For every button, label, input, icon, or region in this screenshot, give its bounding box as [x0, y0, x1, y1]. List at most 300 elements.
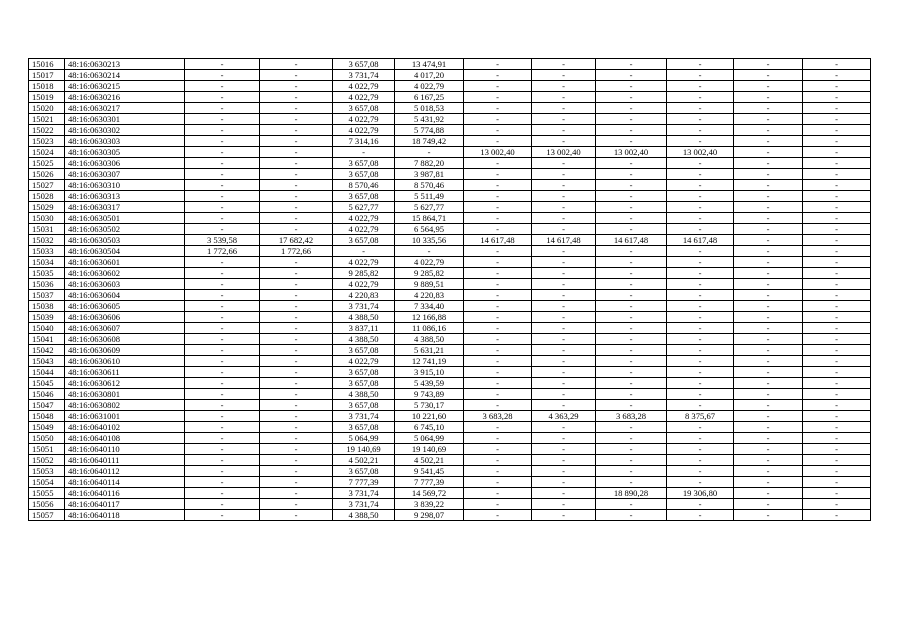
- value-cell: -: [185, 81, 260, 92]
- table-row: [29, 136, 871, 147]
- cadastral-number-cell: 48:16:0630214: [65, 70, 185, 81]
- value-cell: 19 306,80: [667, 488, 734, 499]
- value-cell: -: [532, 92, 596, 103]
- value-cell: -: [667, 400, 734, 411]
- cadastral-number-cell: 48:16:0640108: [65, 433, 185, 444]
- value-cell: -: [532, 422, 596, 433]
- value-cell: -: [734, 422, 803, 433]
- row-number-cell: 15047: [29, 400, 65, 411]
- value-cell: -: [532, 257, 596, 268]
- value-cell: -: [532, 367, 596, 378]
- value-cell: -: [464, 136, 532, 147]
- value-cell: -: [464, 290, 532, 301]
- value-cell: -: [803, 70, 871, 81]
- table-row: [29, 455, 871, 466]
- value-cell: -: [734, 477, 803, 488]
- table-row: [29, 279, 871, 290]
- value-cell: -: [464, 433, 532, 444]
- value-cell: -: [260, 92, 333, 103]
- value-cell: -: [596, 301, 667, 312]
- value-cell: -: [185, 400, 260, 411]
- value-cell: -: [803, 312, 871, 323]
- value-cell: -: [464, 323, 532, 334]
- value-cell: -: [803, 147, 871, 158]
- value-cell: -: [734, 180, 803, 191]
- value-cell: -: [734, 400, 803, 411]
- table-row: [29, 367, 871, 378]
- value-cell: 4 022,79: [333, 257, 395, 268]
- value-cell: 8 375,67: [667, 411, 734, 422]
- value-cell: -: [734, 301, 803, 312]
- value-cell: -: [596, 92, 667, 103]
- value-cell: -: [734, 246, 803, 257]
- row-number-cell: 15042: [29, 345, 65, 356]
- cadastral-number-cell: 48:16:0630502: [65, 224, 185, 235]
- value-cell: -: [260, 213, 333, 224]
- table-row: [29, 213, 871, 224]
- value-cell: -: [596, 433, 667, 444]
- row-number-cell: 15048: [29, 411, 65, 422]
- value-cell: -: [803, 323, 871, 334]
- value-cell: -: [596, 158, 667, 169]
- value-cell: -: [464, 279, 532, 290]
- value-cell: 13 002,40: [596, 147, 667, 158]
- table-row: [29, 70, 871, 81]
- value-cell: -: [803, 466, 871, 477]
- cadastral-values-table: [28, 58, 871, 521]
- value-cell: -: [260, 411, 333, 422]
- cadastral-number-cell: 48:16:0640110: [65, 444, 185, 455]
- value-cell: -: [532, 455, 596, 466]
- cadastral-number-cell: 48:16:0630317: [65, 202, 185, 213]
- row-number-cell: 15054: [29, 477, 65, 488]
- value-cell: 3 837,11: [333, 323, 395, 334]
- row-number-cell: 15020: [29, 103, 65, 114]
- value-cell: -: [260, 103, 333, 114]
- value-cell: -: [260, 279, 333, 290]
- value-cell: 10 335,56: [395, 235, 464, 246]
- table-row: [29, 334, 871, 345]
- row-number-cell: 15026: [29, 169, 65, 180]
- value-cell: -: [185, 268, 260, 279]
- value-cell: -: [803, 378, 871, 389]
- value-cell: -: [596, 466, 667, 477]
- value-cell: -: [734, 411, 803, 422]
- value-cell: 14 617,48: [596, 235, 667, 246]
- value-cell: -: [532, 334, 596, 345]
- value-cell: -: [667, 356, 734, 367]
- value-cell: -: [333, 246, 395, 257]
- value-cell: 5 064,99: [395, 433, 464, 444]
- value-cell: -: [667, 312, 734, 323]
- value-cell: -: [596, 81, 667, 92]
- value-cell: -: [464, 499, 532, 510]
- value-cell: -: [464, 356, 532, 367]
- value-cell: 3 657,08: [333, 422, 395, 433]
- value-cell: 7 882,20: [395, 158, 464, 169]
- value-cell: -: [185, 466, 260, 477]
- value-cell: -: [260, 367, 333, 378]
- value-cell: 5 627,77: [333, 202, 395, 213]
- value-cell: -: [734, 257, 803, 268]
- value-cell: -: [803, 125, 871, 136]
- value-cell: -: [395, 246, 464, 257]
- value-cell: -: [464, 477, 532, 488]
- cadastral-number-cell: 48:16:0630603: [65, 279, 185, 290]
- value-cell: -: [464, 345, 532, 356]
- value-cell: -: [185, 356, 260, 367]
- value-cell: 13 002,40: [532, 147, 596, 158]
- value-cell: -: [803, 422, 871, 433]
- row-number-cell: 15051: [29, 444, 65, 455]
- value-cell: -: [667, 334, 734, 345]
- row-number-cell: 15040: [29, 323, 65, 334]
- table-row: [29, 499, 871, 510]
- value-cell: -: [734, 235, 803, 246]
- value-cell: -: [464, 114, 532, 125]
- value-cell: -: [803, 202, 871, 213]
- value-cell: 3 987,81: [395, 169, 464, 180]
- value-cell: -: [734, 290, 803, 301]
- value-cell: -: [667, 202, 734, 213]
- value-cell: -: [464, 301, 532, 312]
- value-cell: 5 431,92: [395, 114, 464, 125]
- table-row: [29, 92, 871, 103]
- value-cell: -: [803, 191, 871, 202]
- value-cell: -: [532, 290, 596, 301]
- row-number-cell: 15017: [29, 70, 65, 81]
- value-cell: -: [667, 477, 734, 488]
- value-cell: -: [532, 202, 596, 213]
- value-cell: 3 657,08: [333, 367, 395, 378]
- value-cell: -: [667, 444, 734, 455]
- value-cell: -: [803, 356, 871, 367]
- value-cell: -: [596, 378, 667, 389]
- value-cell: -: [803, 268, 871, 279]
- value-cell: -: [464, 389, 532, 400]
- value-cell: -: [395, 147, 464, 158]
- table-row: [29, 169, 871, 180]
- cadastral-number-cell: 48:16:0630802: [65, 400, 185, 411]
- value-cell: -: [667, 378, 734, 389]
- value-cell: -: [464, 169, 532, 180]
- value-cell: -: [185, 125, 260, 136]
- value-cell: -: [464, 92, 532, 103]
- row-number-cell: 15043: [29, 356, 65, 367]
- value-cell: 5 774,88: [395, 125, 464, 136]
- value-cell: 4 022,79: [395, 81, 464, 92]
- value-cell: -: [464, 213, 532, 224]
- value-cell: 3 731,74: [333, 488, 395, 499]
- value-cell: 3 657,08: [333, 191, 395, 202]
- value-cell: 5 064,99: [333, 433, 395, 444]
- value-cell: -: [803, 257, 871, 268]
- value-cell: -: [667, 125, 734, 136]
- value-cell: -: [464, 81, 532, 92]
- value-cell: -: [734, 323, 803, 334]
- value-cell: -: [532, 224, 596, 235]
- row-number-cell: 15055: [29, 488, 65, 499]
- value-cell: -: [667, 389, 734, 400]
- cadastral-number-cell: 48:16:0640114: [65, 477, 185, 488]
- value-cell: 5 018,53: [395, 103, 464, 114]
- cadastral-number-cell: 48:16:0630606: [65, 312, 185, 323]
- value-cell: -: [803, 499, 871, 510]
- row-number-cell: 15050: [29, 433, 65, 444]
- cadastral-number-cell: 48:16:0630217: [65, 103, 185, 114]
- value-cell: -: [532, 268, 596, 279]
- value-cell: -: [596, 191, 667, 202]
- value-cell: -: [532, 169, 596, 180]
- value-cell: -: [260, 455, 333, 466]
- value-cell: -: [260, 191, 333, 202]
- value-cell: -: [734, 136, 803, 147]
- row-number-cell: 15041: [29, 334, 65, 345]
- value-cell: -: [532, 246, 596, 257]
- row-number-cell: 15046: [29, 389, 65, 400]
- table-row: [29, 290, 871, 301]
- value-cell: -: [532, 323, 596, 334]
- cadastral-number-cell: 48:16:0630303: [65, 136, 185, 147]
- value-cell: 4 017,20: [395, 70, 464, 81]
- cadastral-number-cell: 48:16:0630611: [65, 367, 185, 378]
- value-cell: -: [734, 466, 803, 477]
- value-cell: -: [532, 191, 596, 202]
- value-cell: 3 657,08: [333, 466, 395, 477]
- value-cell: -: [667, 92, 734, 103]
- value-cell: 5 730,17: [395, 400, 464, 411]
- row-number-cell: 15045: [29, 378, 65, 389]
- document-page: [28, 58, 871, 521]
- value-cell: -: [464, 125, 532, 136]
- value-cell: -: [596, 389, 667, 400]
- value-cell: -: [532, 136, 596, 147]
- table-row: [29, 466, 871, 477]
- value-cell: 3 657,08: [333, 235, 395, 246]
- value-cell: 4 220,83: [395, 290, 464, 301]
- cadastral-number-cell: 48:16:0630605: [65, 301, 185, 312]
- value-cell: -: [260, 70, 333, 81]
- value-cell: -: [185, 411, 260, 422]
- value-cell: -: [803, 367, 871, 378]
- value-cell: -: [734, 455, 803, 466]
- cadastral-number-cell: 48:16:0631001: [65, 411, 185, 422]
- value-cell: 9 889,51: [395, 279, 464, 290]
- value-cell: -: [532, 389, 596, 400]
- table-row: [29, 202, 871, 213]
- table-row: [29, 103, 871, 114]
- row-number-cell: 15035: [29, 268, 65, 279]
- value-cell: -: [260, 169, 333, 180]
- cadastral-number-cell: 48:16:0630602: [65, 268, 185, 279]
- value-cell: -: [464, 224, 532, 235]
- value-cell: -: [532, 378, 596, 389]
- value-cell: -: [464, 268, 532, 279]
- row-number-cell: 15019: [29, 92, 65, 103]
- row-number-cell: 15024: [29, 147, 65, 158]
- row-number-cell: 15023: [29, 136, 65, 147]
- value-cell: -: [734, 433, 803, 444]
- value-cell: 3 657,08: [333, 345, 395, 356]
- value-cell: 8 570,46: [333, 180, 395, 191]
- value-cell: -: [734, 158, 803, 169]
- value-cell: -: [260, 488, 333, 499]
- value-cell: -: [464, 455, 532, 466]
- value-cell: -: [464, 70, 532, 81]
- value-cell: -: [596, 180, 667, 191]
- value-cell: -: [596, 59, 667, 70]
- value-cell: -: [185, 103, 260, 114]
- value-cell: -: [734, 92, 803, 103]
- value-cell: -: [185, 444, 260, 455]
- value-cell: 3 683,28: [464, 411, 532, 422]
- value-cell: -: [803, 279, 871, 290]
- value-cell: -: [667, 136, 734, 147]
- value-cell: 3 657,08: [333, 59, 395, 70]
- table-row: [29, 191, 871, 202]
- value-cell: 14 617,48: [464, 235, 532, 246]
- value-cell: 1 772,66: [185, 246, 260, 257]
- value-cell: -: [734, 213, 803, 224]
- cadastral-number-cell: 48:16:0640117: [65, 499, 185, 510]
- value-cell: -: [185, 180, 260, 191]
- value-cell: -: [185, 191, 260, 202]
- table-row: [29, 411, 871, 422]
- value-cell: -: [667, 103, 734, 114]
- value-cell: 4 022,79: [333, 114, 395, 125]
- value-cell: 7 334,40: [395, 301, 464, 312]
- table-row: [29, 378, 871, 389]
- cadastral-number-cell: 48:16:0630801: [65, 389, 185, 400]
- value-cell: -: [260, 312, 333, 323]
- value-cell: -: [532, 433, 596, 444]
- value-cell: -: [260, 114, 333, 125]
- value-cell: -: [667, 510, 734, 521]
- value-cell: -: [803, 334, 871, 345]
- value-cell: -: [596, 268, 667, 279]
- value-cell: -: [803, 433, 871, 444]
- value-cell: -: [667, 301, 734, 312]
- value-cell: -: [464, 158, 532, 169]
- value-cell: -: [596, 70, 667, 81]
- value-cell: -: [596, 213, 667, 224]
- value-cell: -: [596, 334, 667, 345]
- value-cell: -: [532, 125, 596, 136]
- value-cell: -: [185, 279, 260, 290]
- value-cell: -: [185, 301, 260, 312]
- table-row: [29, 268, 871, 279]
- value-cell: -: [803, 400, 871, 411]
- value-cell: -: [734, 81, 803, 92]
- value-cell: -: [260, 499, 333, 510]
- value-cell: -: [596, 202, 667, 213]
- value-cell: -: [260, 158, 333, 169]
- cadastral-number-cell: 48:16:0630306: [65, 158, 185, 169]
- value-cell: -: [596, 444, 667, 455]
- value-cell: -: [803, 246, 871, 257]
- value-cell: -: [464, 191, 532, 202]
- value-cell: -: [803, 389, 871, 400]
- value-cell: -: [596, 103, 667, 114]
- value-cell: -: [667, 180, 734, 191]
- value-cell: -: [464, 367, 532, 378]
- value-cell: -: [667, 367, 734, 378]
- row-number-cell: 15056: [29, 499, 65, 510]
- value-cell: -: [185, 345, 260, 356]
- row-number-cell: 15027: [29, 180, 65, 191]
- value-cell: 3 731,74: [333, 301, 395, 312]
- value-cell: -: [532, 301, 596, 312]
- value-cell: -: [185, 488, 260, 499]
- value-cell: -: [185, 70, 260, 81]
- value-cell: -: [260, 477, 333, 488]
- value-cell: -: [734, 488, 803, 499]
- value-cell: -: [596, 367, 667, 378]
- value-cell: -: [734, 202, 803, 213]
- value-cell: -: [667, 433, 734, 444]
- cadastral-number-cell: 48:16:0630305: [65, 147, 185, 158]
- value-cell: -: [596, 246, 667, 257]
- table-row: [29, 235, 871, 246]
- value-cell: 6 745,10: [395, 422, 464, 433]
- value-cell: -: [667, 191, 734, 202]
- value-cell: -: [185, 455, 260, 466]
- value-cell: -: [803, 92, 871, 103]
- value-cell: 3 839,22: [395, 499, 464, 510]
- row-number-cell: 15044: [29, 367, 65, 378]
- value-cell: -: [185, 433, 260, 444]
- value-cell: -: [803, 136, 871, 147]
- table-row: [29, 125, 871, 136]
- value-cell: -: [464, 246, 532, 257]
- value-cell: -: [667, 70, 734, 81]
- value-cell: -: [803, 81, 871, 92]
- value-cell: -: [667, 279, 734, 290]
- value-cell: -: [464, 466, 532, 477]
- value-cell: -: [260, 257, 333, 268]
- table-row: [29, 477, 871, 488]
- value-cell: -: [803, 114, 871, 125]
- table-body: [29, 59, 871, 521]
- value-cell: -: [185, 378, 260, 389]
- value-cell: -: [185, 367, 260, 378]
- value-cell: -: [734, 125, 803, 136]
- value-cell: -: [596, 455, 667, 466]
- value-cell: -: [803, 488, 871, 499]
- value-cell: -: [260, 202, 333, 213]
- value-cell: -: [803, 345, 871, 356]
- value-cell: -: [667, 246, 734, 257]
- value-cell: -: [596, 114, 667, 125]
- value-cell: -: [803, 224, 871, 235]
- cadastral-number-cell: 48:16:0630612: [65, 378, 185, 389]
- value-cell: -: [260, 444, 333, 455]
- value-cell: -: [667, 268, 734, 279]
- value-cell: -: [532, 103, 596, 114]
- value-cell: 14 617,48: [667, 235, 734, 246]
- value-cell: -: [185, 158, 260, 169]
- table-row: [29, 400, 871, 411]
- row-number-cell: 15025: [29, 158, 65, 169]
- value-cell: 7 314,16: [333, 136, 395, 147]
- table-row: [29, 433, 871, 444]
- value-cell: 4 022,79: [333, 356, 395, 367]
- value-cell: 4 363,29: [532, 411, 596, 422]
- table-row: [29, 224, 871, 235]
- value-cell: 12 166,88: [395, 312, 464, 323]
- value-cell: -: [185, 114, 260, 125]
- value-cell: -: [464, 400, 532, 411]
